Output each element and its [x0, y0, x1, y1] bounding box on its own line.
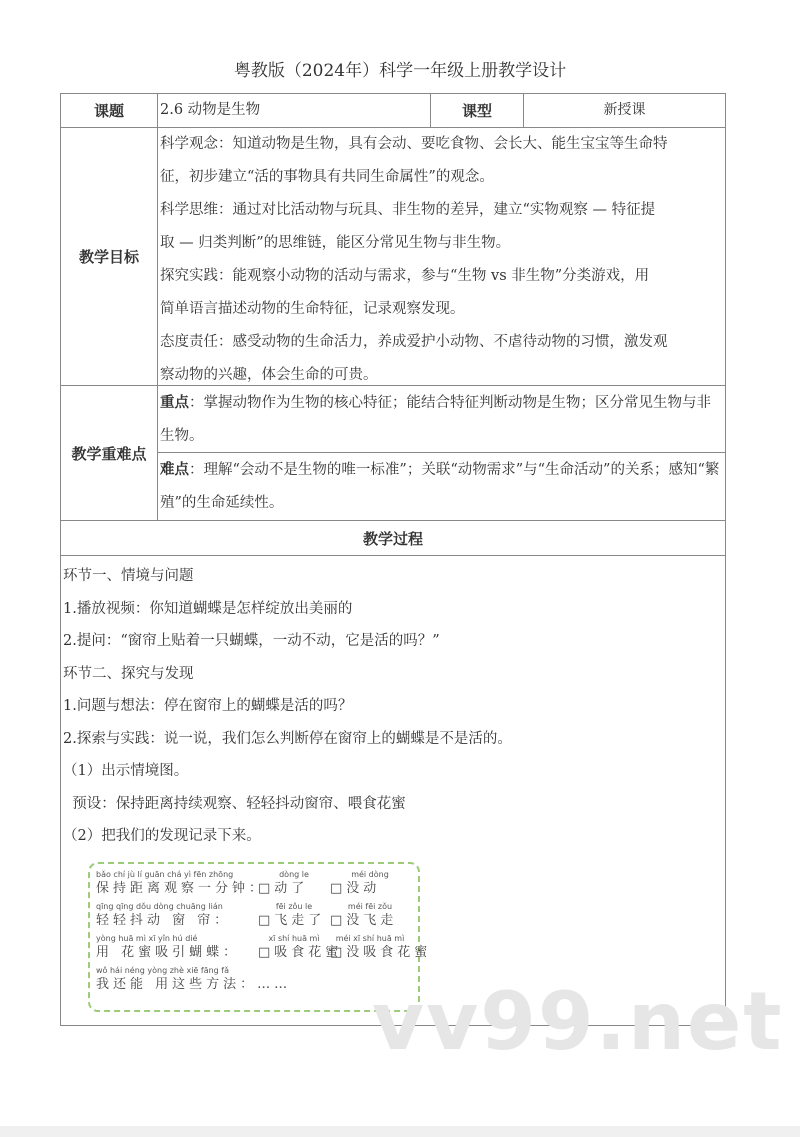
record-col	[258, 934, 343, 962]
record-col	[330, 902, 410, 930]
record-col	[258, 870, 330, 898]
record-option: □吸食花蜜	[258, 945, 343, 960]
objective-line: 科学观念：知道动物是生物，具有会动、要吃食物、会长大、能生宝宝等生命特	[160, 136, 668, 152]
type-label: 课型	[430, 93, 524, 128]
pinyin-text: yòng huā mì xī yǐn hú dié	[96, 934, 198, 943]
record-row	[96, 870, 412, 898]
objective-line: 察动物的兴趣，体会生命的可贵。	[160, 367, 378, 383]
key-points-label: 教学重难点	[60, 385, 158, 521]
record-row	[96, 966, 412, 994]
record-option: □没飞走	[330, 913, 398, 928]
focus-text: ：掌握动物作为生物的核心特征；能结合特征判断动物是生物；区分常见生物与非生物。	[160, 395, 711, 444]
process-line: 预设：保持距离持续观察、轻轻抖动窗帘、喂食花蜜	[63, 795, 406, 812]
process-line: （1）出示情境图。	[63, 763, 189, 779]
record-option: □没吸食花蜜	[330, 945, 432, 960]
objective-line: 简单语言描述动物的生命特征，记录观察发现。	[160, 301, 465, 317]
record-row	[96, 934, 432, 962]
process-line: 1.问题与想法：停在窗帘上的蝴蝶是活的吗？	[63, 698, 353, 714]
record-col	[96, 902, 258, 930]
record-col	[96, 870, 267, 898]
process-label: 教学过程	[60, 520, 726, 556]
pinyin-text: dòng le	[279, 870, 309, 879]
process-line: （2）把我们的发现记录下来。	[63, 828, 261, 844]
topic-label: 课题	[60, 93, 158, 128]
difficulty-cell	[157, 452, 726, 521]
process-line: 2.提问：“窗帘上贴着一只蝴蝶，一动不动，它是活的吗？”	[63, 633, 440, 649]
objective-line: 科学思维：通过对比活动物与玩具、非生物的差异，建立“实物观察 — 特征提	[160, 202, 656, 218]
objective-line: 态度责任：感受动物的生命活力，养成爱护小动物、不虐待动物的习惯，激发观	[160, 334, 668, 350]
pinyin-text: méi dòng	[351, 870, 389, 879]
record-option: □没动	[330, 881, 381, 896]
pinyin-text: qīng qīng dǒu dòng chuāng lián	[96, 902, 223, 911]
record-col	[258, 902, 330, 930]
record-prompt: 用 花蜜吸引蝴蝶：	[96, 945, 241, 960]
focus-label: 重点	[160, 394, 189, 411]
process-line: 2.探索与实践：说一说，我们怎么判断停在窗帘上的蝴蝶是不是活的。	[63, 730, 512, 747]
pinyin-text: bǎo chí jù lí guān chá yì fēn zhōng	[96, 870, 234, 879]
pinyin-text: wǒ hái néng yòng zhè xiē fāng fǎ	[96, 966, 230, 975]
difficulty-text: ：理解“会动不是生物的唯一标准”；关联“动物需求”与“生命活动”的关系；感知“繁殖”的生命延续性。	[160, 462, 720, 511]
process-line: 1.播放视频：你知道蝴蝶是怎样绽放出美丽的	[63, 600, 353, 617]
process-line: 环节二、探究与发现	[63, 665, 194, 682]
objective-line: 征，初步建立“活的事物具有共同生命属性”的观念。	[160, 169, 494, 185]
record-col	[330, 870, 410, 898]
record-col	[96, 934, 258, 962]
pinyin-text: méi xī shí huā mì	[335, 934, 405, 943]
objectives-content	[157, 127, 726, 386]
objective-line: 探究实践：能观察小动物的活动与需求，参与“生物 vs 非生物”分类游戏，用	[160, 268, 650, 284]
process-line: 环节一、情境与问题	[63, 568, 194, 584]
type-value: 新授课	[523, 93, 726, 128]
record-col	[330, 934, 432, 962]
document-title: 粤教版（2024年）科学一年级上册教学设计	[233, 61, 567, 81]
record-prompt: 我还能 用这些方法：……	[96, 977, 292, 992]
record-row	[96, 902, 412, 930]
difficulty-label: 难点	[160, 461, 189, 478]
record-col	[96, 966, 416, 994]
record-option: □动了	[258, 881, 309, 896]
pinyin-text: fēi zǒu le	[275, 902, 313, 911]
record-option: □飞走了	[258, 913, 326, 928]
pinyin-text: xī shí huā mì	[268, 934, 320, 943]
record-prompt: 保持距离观察一分钟：	[96, 881, 267, 896]
focus-cell	[157, 385, 726, 453]
observation-record-card	[88, 862, 432, 1012]
watermark: vv99.net	[372, 975, 784, 1068]
objective-line: 取 — 归类判断”的思维链，能区分常见生物与非生物。	[160, 235, 511, 251]
pinyin-text: méi fēi zǒu	[347, 902, 393, 911]
topic-value: 2.6 动物是生物	[157, 93, 431, 128]
bottom-bar	[0, 1126, 800, 1137]
objectives-label: 教学目标	[60, 127, 158, 386]
record-prompt: 轻轻抖动 窗 帘：	[96, 913, 232, 928]
